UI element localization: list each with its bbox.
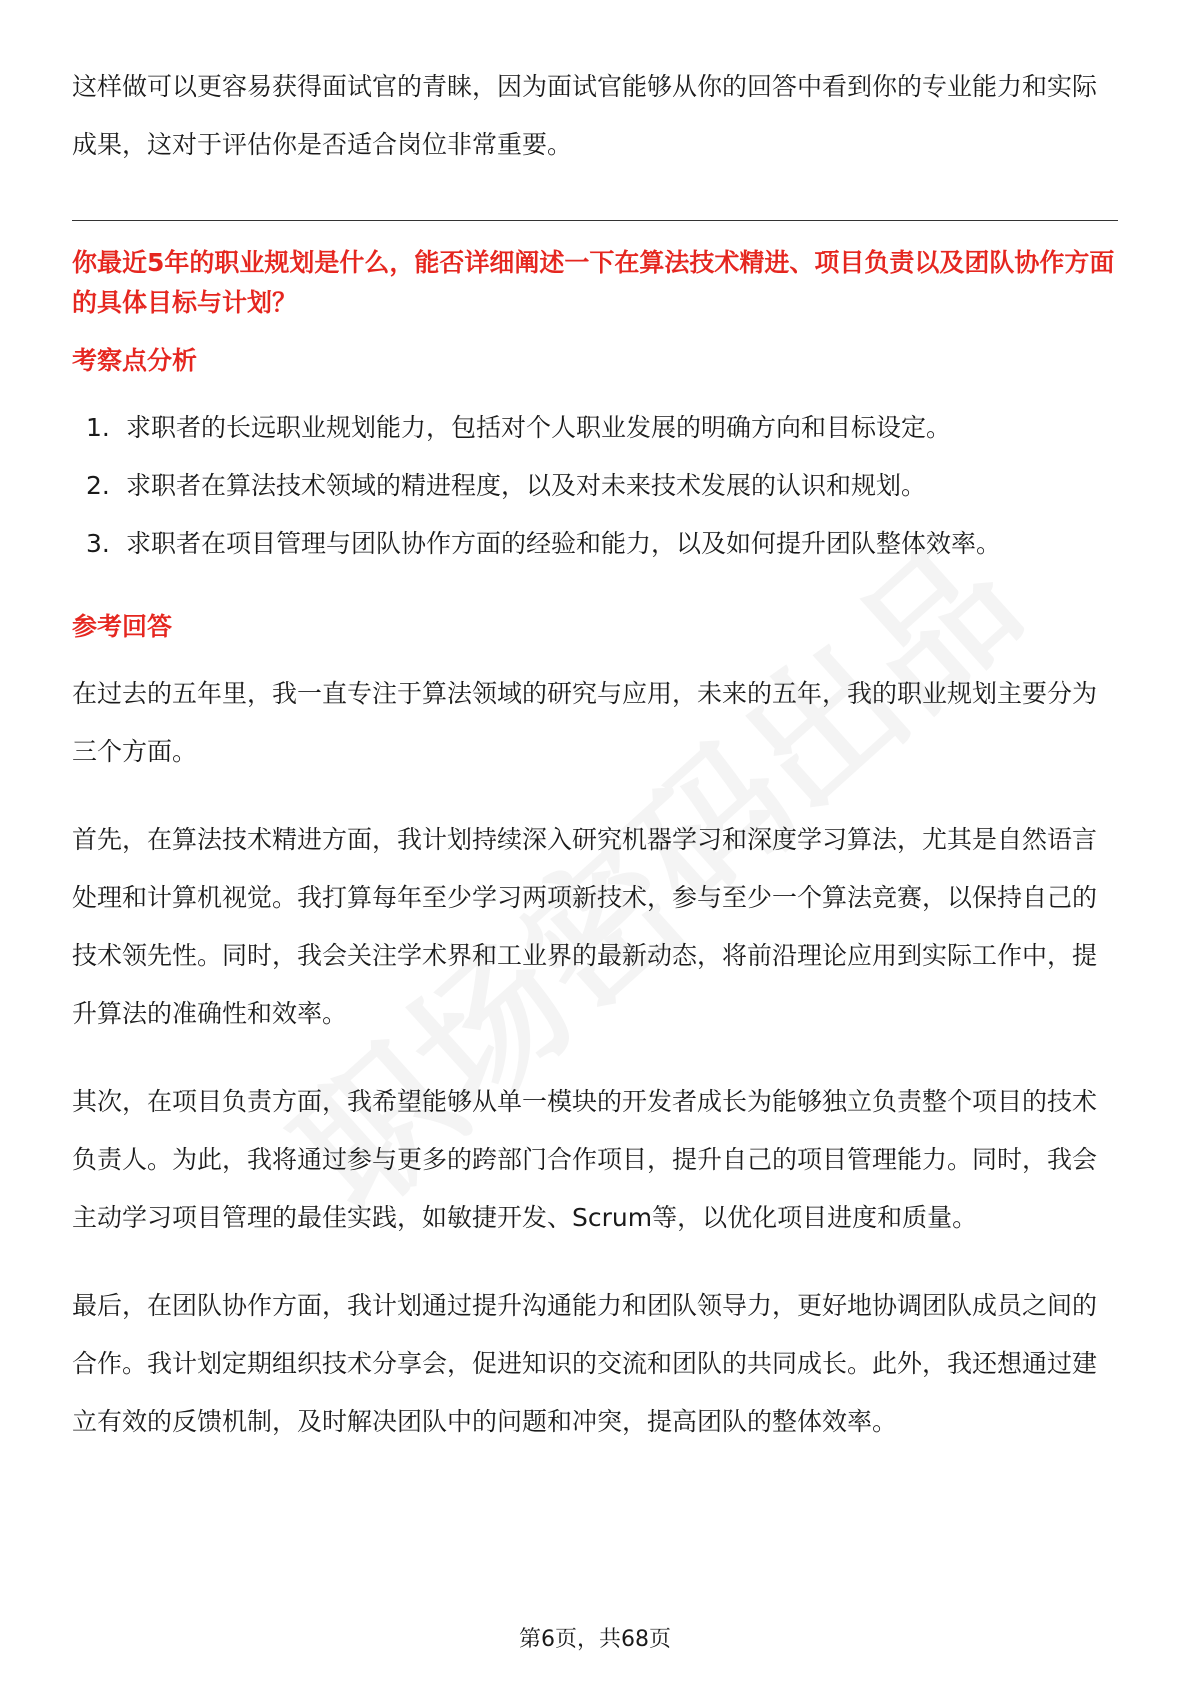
analysis-point-2 (72, 457, 1118, 515)
document-page (72, 58, 1118, 1481)
analysis-point-3 (72, 515, 1118, 573)
section-divider (72, 220, 1118, 221)
point-text: 求职者在算法技术领域的精进程度，以及对未来技术发展的认识和规划。 (126, 471, 927, 500)
point-number: 1. (86, 413, 110, 442)
point-number: 2. (86, 471, 110, 500)
analysis-heading: 考察点分析 (72, 346, 198, 375)
answer-paragraph-2: 首先，在算法技术精进方面，我计划持续深入研究机器学习和深度学习算法，尤其是自然语言处理和计算机视觉。我打算每年至少学习两项新技术，参与至少一个算法竞赛，以保持自己的技术领先性。同时，我会关注学术界和工业界的最新动态，将前沿理论应用到实际工作中，提升算法的准确性和效率。 (72, 825, 1098, 1028)
answer-paragraph-1: 在过去的五年里，我一直专注于算法领域的研究与应用，未来的五年，我的职业规划主要分为三个方面。 (72, 679, 1098, 766)
answer-paragraph-3: 其次，在项目负责方面，我希望能够从单一模块的开发者成长为能够独立负责整个项目的技术负责人。为此，我将通过参与更多的跨部门合作项目，提升自己的项目管理能力。同时，我会主动学习项目管理的最佳实践，如敏捷开发、Scrum等，以优化项目进度和质量。 (72, 1087, 1098, 1232)
point-text: 求职者的长远职业规划能力，包括对个人职业发展的明确方向和目标设定。 (126, 413, 952, 442)
page-number-footer: 第6页，共68页 (519, 1627, 671, 1652)
question-title: 你最近5年的职业规划是什么，能否详细阐述一下在算法技术精进、项目负责以及团队协作方面的具体目标与计划？ (72, 248, 1115, 317)
answer-heading: 参考回答 (72, 612, 173, 641)
analysis-point-1 (72, 399, 1118, 457)
analysis-point-list (72, 399, 1118, 573)
answer-paragraph-4: 最后，在团队协作方面，我计划通过提升沟通能力和团队领导力，更好地协调团队成员之间的合作。我计划定期组织技术分享会，促进知识的交流和团队的共同成长。此外，我还想通过建立有效的反馈机制，及时解决团队中的问题和冲突，提高团队的整体效率。 (72, 1291, 1098, 1436)
point-number: 3. (86, 529, 110, 558)
point-text: 求职者在项目管理与团队协作方面的经验和能力，以及如何提升团队整体效率。 (126, 529, 1002, 558)
intro-paragraph: 这样做可以更容易获得面试官的青睐，因为面试官能够从你的回答中看到你的专业能力和实际成果，这对于评估你是否适合岗位非常重要。 (72, 72, 1098, 159)
